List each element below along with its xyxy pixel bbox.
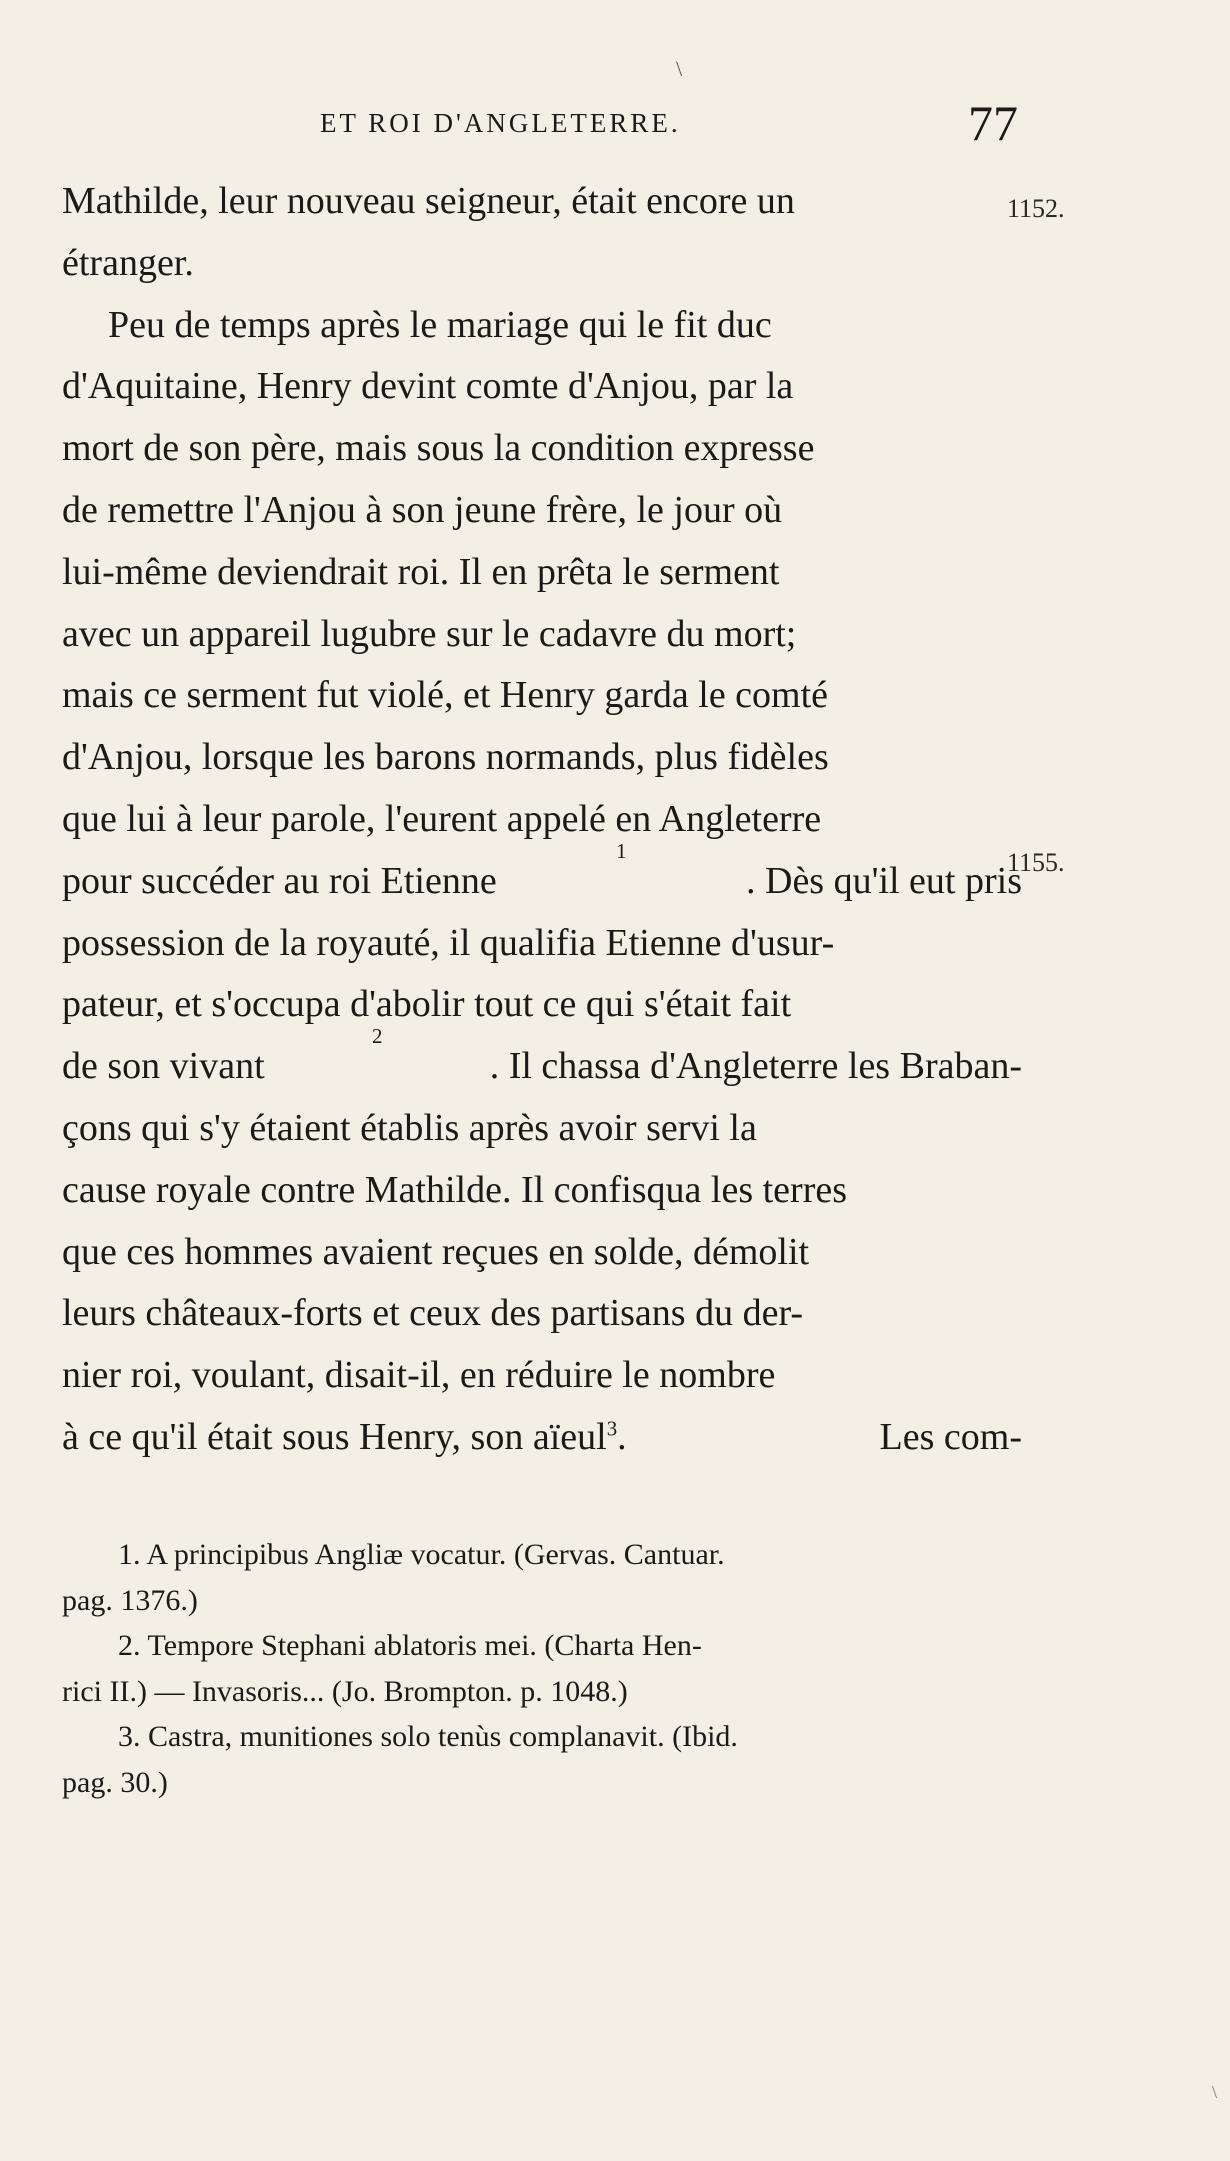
text-line: [62, 1024, 1022, 1098]
text-line: çons qui s'y étaient établis après avoir servi la: [62, 1106, 757, 1149]
footnote-ref: 3: [606, 1416, 618, 1441]
running-head: ET ROI D'ANGLETERRE.: [320, 108, 681, 138]
text-line: étranger.: [62, 241, 194, 284]
text-segment: Les com-: [879, 1415, 1022, 1458]
footnote-ref: 1: [616, 838, 627, 863]
text-line: possession de la royauté, il qualifia Etienne d'usur-: [62, 921, 835, 964]
margin-date: 1152.: [1007, 194, 1065, 223]
footnote-line: pag. 30.): [62, 1765, 168, 1799]
text-line: [62, 838, 1022, 913]
text-segment: pour succéder au roi Etienne: [62, 859, 497, 902]
text-line: de remettre l'Anjou à son jeune frère, le jour où: [62, 488, 783, 531]
text-segment: de son vivant: [62, 1045, 265, 1088]
body-text: [62, 171, 1022, 1469]
text-line: que ces hommes avaient reçues en solde, démolit: [62, 1230, 810, 1273]
footnote-line: 1. A principibus Angliæ vocatur. (Gervas. Cantuar.: [118, 1538, 725, 1571]
text-line: que lui à leur parole, l'eurent appelé en Angleterre: [62, 797, 822, 840]
ink-mark: \: [1212, 2082, 1218, 2102]
margin-date: 1155.: [1007, 848, 1065, 877]
text-line: pateur, et s'occupa d'abolir tout ce qui s'était fait: [62, 983, 792, 1026]
text-line: Mathilde, leur nouveau seigneur, était encore un: [62, 180, 795, 222]
footnotes: [62, 1532, 1068, 1805]
text-segment: . Dès qu'il eut pris: [746, 859, 1022, 902]
text-line: lui-même deviendrait roi. Il en prêta le serment: [62, 550, 780, 593]
text-line: mais ce serment fut violé, et Henry garda le comté: [62, 674, 829, 717]
text-line: d'Anjou, lorsque les barons normands, plus fidèles: [62, 736, 829, 779]
text-line: [62, 1407, 1022, 1469]
footnote-line: pag. 1376.): [62, 1583, 198, 1617]
text-line: d'Aquitaine, Henry devint comte d'Anjou, par la: [62, 365, 794, 408]
footnote-line: rici II.) — Invasoris... (Jo. Brompton. p. 1048.): [62, 1674, 628, 1708]
text-segment: à ce qu'il était sous Henry, son aïeul$^3$.: [62, 1415, 627, 1458]
text-line: leurs châteaux-forts et ceux des partisans du der-: [62, 1292, 803, 1335]
text-line: mort de son père, mais sous la condition expresse: [62, 427, 815, 470]
footnote-line: 2. Tempore Stephani ablatoris mei. (Charta Hen-: [118, 1629, 702, 1662]
text-line: Peu de temps après le mariage qui le fit duc: [108, 303, 772, 346]
text-line: cause royale contre Mathilde. Il confisqua les terres: [62, 1168, 848, 1211]
ink-mark: \: [676, 56, 683, 81]
footnote-ref: 2: [371, 1024, 383, 1049]
text-segment: à ce qu'il était sous Henry, son aïeul: [62, 1415, 607, 1458]
text-segment: . Il chassa d'Angleterre les Braban-: [489, 1045, 1022, 1088]
text-line: nier roi, voulant, disait-il, en réduire le nombre: [62, 1354, 776, 1397]
footnote-line: 3. Castra, munitiones solo tenùs complanavit. (Ibid.: [118, 1720, 738, 1753]
page-number: 77: [968, 95, 1018, 151]
text-line: avec un appareil lugubre sur le cadavre du mort;: [62, 612, 797, 655]
